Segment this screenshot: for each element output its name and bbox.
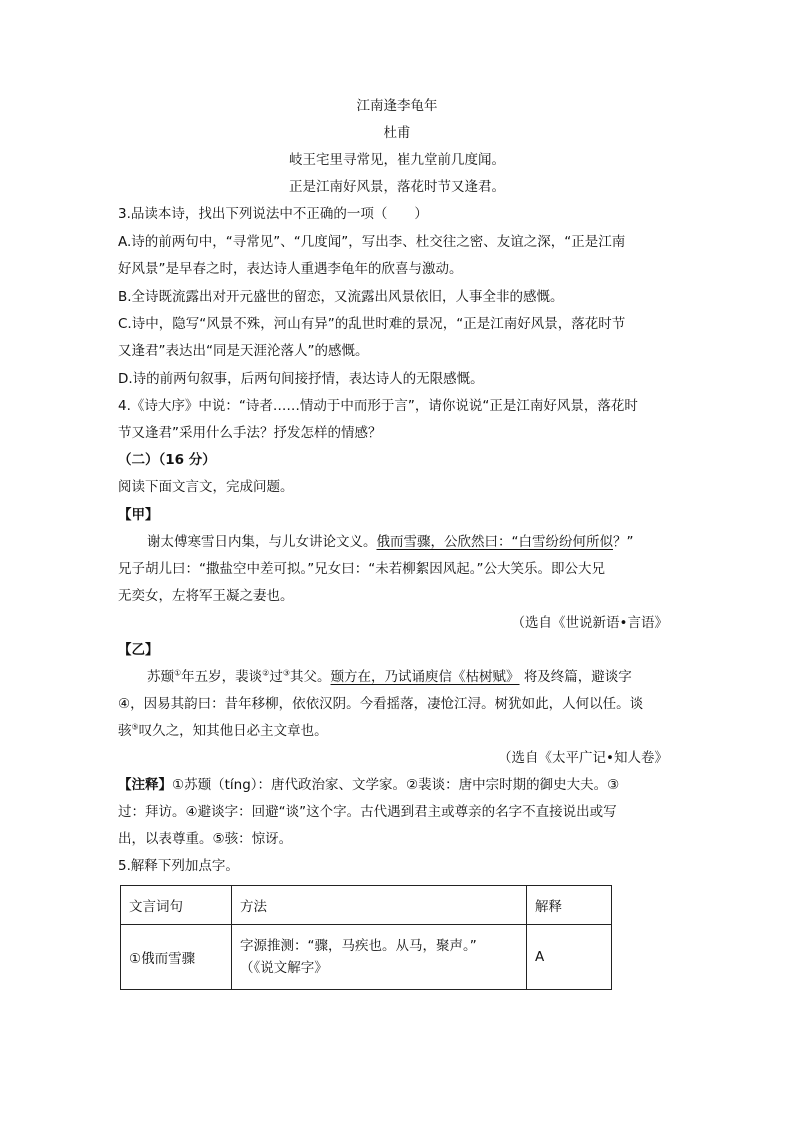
header-answer: 解释: [527, 886, 612, 925]
yi-text-d: 其父。: [290, 669, 331, 685]
notes-line-2: 过：拜访。④避谈字：回避“谈”这个字。古代遇到君主或尊亲的名字不直接说出或写: [118, 804, 617, 820]
section-2-intro: 阅读下面文言文，完成问题。: [118, 479, 294, 495]
header-method: 方法: [232, 886, 527, 925]
option-d: D.诗的前两句叙事，后两句间接抒情，表达诗人的无限感慨。: [118, 371, 484, 387]
notes-label: 【注释】: [118, 777, 172, 793]
passage-yi-line-3: [118, 722, 328, 740]
question-3-stem: 3.品读本诗，找出下列说法中不正确的一项（ ）: [118, 206, 428, 222]
yi-text-b: 年五岁，裴谈: [181, 669, 263, 685]
footnote-mark-5: ⑤: [131, 722, 139, 732]
option-a-line-2: 好风景”是早春之时，表达诗人重遇李龟年的欣喜与激动。: [118, 261, 463, 277]
passage-yi-source: （选自《太平广记•知人卷》: [498, 750, 668, 766]
cell-phrase: ①俄而雪骤: [121, 925, 232, 990]
method-line-2: （《说文解字》: [240, 960, 328, 976]
header-phrase: 文言词句: [121, 886, 232, 925]
yi-text-c: 过: [269, 669, 283, 685]
method-line-1: 字源推测：“骤，马疾也。从马，聚声。”: [240, 938, 477, 954]
passage-jia-label: 【甲】: [118, 507, 159, 523]
passage-yi-line-2: ④，因易其韵曰：昔年移柳，依依汉阴。今看摇落，凄怆江浔。树犹如此，人何以任。谈: [118, 696, 644, 712]
table-row: [121, 925, 612, 990]
yi-underlined-phrase: 颋方在，乃试诵庾信《枯树赋》: [330, 669, 520, 685]
table-header-row: [121, 886, 612, 925]
yi-text-e: 将及终篇，避谈字: [523, 669, 632, 685]
option-c-line-1: C.诗中，隐写“风景不殊，河山有异”的乱世时难的景况，“正是江南好风景，落花时节: [118, 316, 626, 332]
cell-answer: A: [527, 925, 612, 990]
poem-author: 杜甫: [383, 125, 411, 141]
jia-underlined-phrase: 俄而雪骤，公欣然曰：“白雪纷纷何所似: [376, 534, 613, 550]
option-b: B.全诗既流露出对开元盛世的留恋，又流露出风景依旧，人事全非的感慨。: [118, 289, 564, 305]
footnote-mark-2: ②: [262, 668, 270, 678]
question-4-line-2: 节又逢君”采用什么手法？抒发怎样的情感？: [118, 425, 382, 441]
notes-text-1: ①苏颋（tíng）：唐代政治家、文学家。②裴谈：唐中宗时期的御史大夫。③: [172, 777, 620, 793]
passage-jia-source: （选自《世说新语•言语》: [511, 615, 668, 631]
question-5-stem: 5.解释下列加点字。: [118, 858, 239, 874]
passage-jia-line-1: [147, 533, 634, 551]
yi-text-l3a: 骇: [118, 723, 132, 739]
jia-text-post: ？”: [613, 534, 634, 550]
option-a-line-1: A.诗的前两句中，“寻常见”、“几度闻”，写出李、杜交往之密、友谊之深，“正是江南: [118, 234, 626, 250]
notes-line-1: [118, 776, 619, 794]
yi-text-a: 苏颋: [147, 669, 174, 685]
passage-yi-label: 【乙】: [118, 642, 159, 658]
poem-line-1: 岐王宅里寻常见，崔九堂前几度闻。: [289, 152, 505, 168]
footnote-mark-1: ①: [174, 668, 182, 678]
section-2-heading: （二）（16 分）: [118, 452, 216, 468]
option-c-line-2: 又逢君”表达出“同是天涯沦落人”的感慨。: [118, 343, 369, 359]
poem-title: 江南逢李龟年: [356, 98, 438, 114]
passage-jia-line-2: 兄子胡儿曰：“撒盐空中差可拟。”兄女曰：“未若柳絮因风起。”公大笑乐。即公大兄: [118, 561, 605, 577]
poem-line-2: 正是江南好风景，落花时节又逢君。: [289, 179, 505, 195]
yi-text-l3b: 叹久之，知其他日必主文章也。: [138, 723, 328, 739]
jia-text-pre: 谢太傅寒雪日内集，与儿女讲论文义。: [147, 534, 377, 550]
vocabulary-table: [120, 885, 612, 990]
passage-jia-line-3: 无奕女，左将军王凝之妻也。: [118, 588, 294, 604]
passage-yi-line-1: [147, 668, 632, 686]
footnote-mark-3: ③: [282, 668, 291, 678]
notes-line-3: 出，以表尊重。⑤骇：惊讶。: [118, 831, 293, 847]
question-4-line-1: 4.《诗大序》中说：“诗者……情动于中而形于言”，请你说说“正是江南好风景，落花时: [118, 398, 638, 414]
cell-method: [232, 925, 527, 990]
